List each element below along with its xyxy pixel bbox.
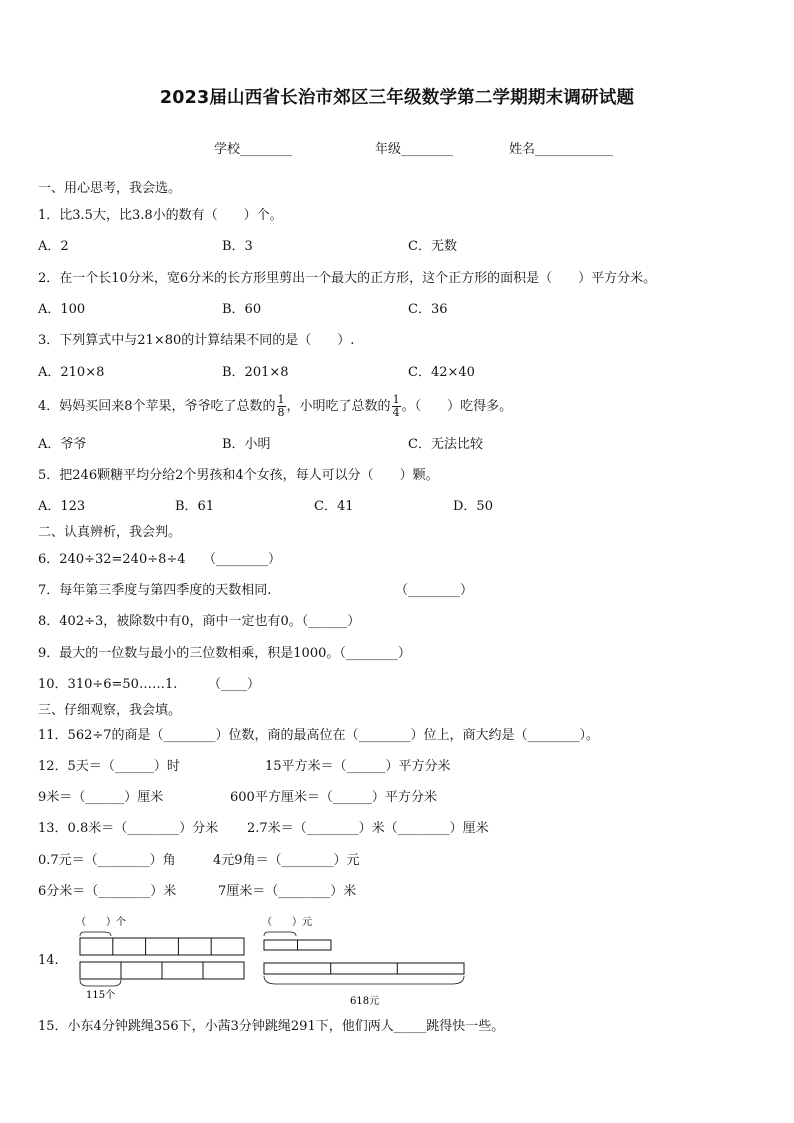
q4-option-a[interactable]: A．爷爷	[38, 437, 87, 452]
fraction-one-eighth: $\frac{1}{8}$	[277, 393, 285, 419]
grade-field[interactable]: 年级________	[375, 142, 454, 157]
q4-option-b[interactable]: B．小明	[222, 437, 271, 452]
q2-option-a[interactable]: A．100	[38, 302, 86, 317]
section-heading-judge: 二、认真辨析，我会判。	[38, 525, 182, 540]
q2-option-b[interactable]: B．60	[222, 302, 262, 317]
q7-answer-blank[interactable]: （________）	[395, 583, 474, 598]
q5-option-a[interactable]: A．123	[38, 499, 86, 514]
line-segment-diagram-left	[74, 912, 249, 1004]
right-bottom-bar	[264, 963, 464, 974]
section-heading-fill: 三、仔细观察，我会填。	[38, 703, 182, 718]
q4-option-c[interactable]: C．无法比较	[408, 437, 483, 452]
question-14-label: 14.	[38, 953, 59, 968]
question-12c: 9米＝（______）厘米	[38, 790, 164, 805]
question-13a: 13．0.8米＝（________）分米	[38, 821, 219, 836]
question-13f: 7厘米＝（________）米	[218, 884, 357, 899]
q4-text-part2: ，小明吃了总数的	[286, 399, 391, 414]
q3-option-c[interactable]: C．42×40	[408, 365, 475, 380]
question-15: 15．小东4分钟跳绳356下，小茜3分钟跳绳291下，他们两人_____跳得快一些。	[38, 1019, 505, 1034]
right-diagram-top-label: （ ）元	[262, 917, 312, 928]
question-6: 6．240÷32=240÷8÷4	[38, 552, 186, 567]
left-bottom-brace	[80, 980, 121, 986]
school-field[interactable]: 学校________	[214, 142, 293, 157]
question-12b: 15平方米＝（______）平方分米	[265, 759, 451, 774]
question-13e: 6分米＝（________）米	[38, 884, 177, 899]
q5-option-d[interactable]: D．50	[453, 499, 493, 514]
question-13d: 4元9角＝（________）元	[213, 853, 360, 868]
question-12a: 12．5天＝（______）时	[38, 759, 180, 774]
q6-answer-blank[interactable]: （________）	[203, 552, 282, 567]
q3-option-a[interactable]: A．210×8	[38, 365, 105, 380]
left-top-brace	[80, 932, 111, 936]
question-8: 8．402÷3，被除数中有0，商中一定也有0。（______）	[38, 614, 361, 629]
section-heading-choice: 一、用心思考，我会选。	[38, 181, 182, 196]
q5-option-b[interactable]: B．61	[175, 499, 215, 514]
q1-option-a[interactable]: A．2	[38, 239, 69, 254]
right-bottom-brace	[264, 976, 464, 984]
name-field[interactable]: 姓名____________	[509, 142, 614, 157]
question-1: 1．比3.5大，比3.8小的数有（ ）个。	[38, 208, 283, 223]
question-9: 9．最大的一位数与最小的三位数相乘，积是1000。（________）	[38, 646, 411, 661]
question-4	[38, 392, 512, 422]
fraction-one-quarter: $\frac{1}{4}$	[392, 393, 400, 419]
page-title: 2023届山西省长治市郊区三年级数学第二学期期末调研试题	[159, 88, 635, 108]
question-7: 7．每年第三季度与第四季度的天数相同.	[38, 583, 272, 598]
q3-option-b[interactable]: B．201×8	[222, 365, 289, 380]
question-12d: 600平方厘米＝（______）平方分米	[230, 790, 437, 805]
question-13c: 0.7元＝（________）角	[38, 853, 176, 868]
left-top-bar	[80, 938, 244, 955]
q4-text-part1: 4．妈妈买回来8个苹果，爷爷吃了总数的	[38, 399, 276, 414]
right-diagram-bottom-label: 618元	[350, 996, 380, 1007]
q1-option-c[interactable]: C．无数	[408, 239, 457, 254]
line-segment-diagram-right	[260, 912, 470, 1008]
q10-answer-blank[interactable]: （____）	[208, 677, 261, 692]
left-diagram-bottom-label: 115个	[86, 990, 116, 1001]
right-top-brace	[264, 932, 296, 936]
question-5: 5．把246颗糖平均分给2个男孩和4个女孩，每人可以分（ ）颗。	[38, 468, 439, 483]
question-13b: 2.7米＝（________）米（________）厘米	[247, 821, 489, 836]
q4-text-part3: 。（ ）吃得多。	[401, 399, 513, 414]
q1-option-b[interactable]: B．3	[222, 239, 253, 254]
question-11: 11．562÷7的商是（________）位数，商的最高位在（________）位上，商大约是（________）。	[38, 728, 600, 743]
question-3: 3．下列算式中与21×80的计算结果不同的是（ ）.	[38, 333, 355, 348]
q2-option-c[interactable]: C．36	[408, 302, 448, 317]
left-diagram-top-label: （ ）个	[76, 917, 126, 928]
q5-option-c[interactable]: C．41	[314, 499, 354, 514]
question-2: 2．在一个长10分米，宽6分米的长方形里剪出一个最大的正方形，这个正方形的面积是（ ）平方分米。	[38, 271, 657, 286]
question-10: 10．310÷6=50……1.	[38, 677, 178, 692]
